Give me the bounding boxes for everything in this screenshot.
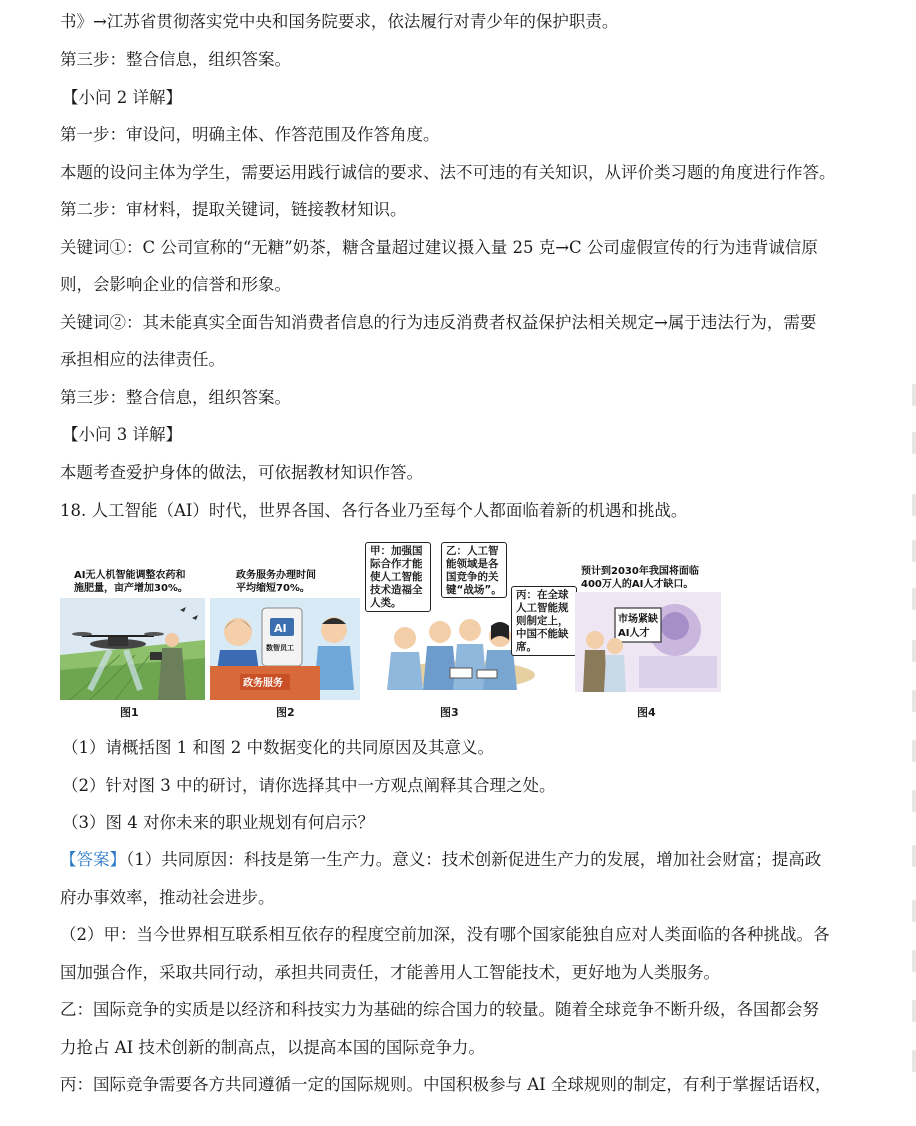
figure-1 [60, 560, 205, 720]
edge-tab [912, 690, 916, 712]
edge-tab [912, 494, 916, 516]
figure-4 [575, 560, 721, 720]
subquestion-3-heading: 【小问 3 详解】 [62, 425, 182, 444]
svg-text:400万人的AI人才缺口。: 400万人的AI人才缺口。 [581, 579, 694, 590]
text-line-4: 第一步：审设问，明确主体、作答范围及作答角度。 [60, 125, 440, 144]
answer-line-7: 丙：国际竞争需要各方共同遵循一定的国际规则。中国积极参与 AI 全球规则的制定，有利于掌握话语权， [60, 1075, 832, 1094]
talent-gap-illustration [575, 560, 721, 700]
text-line-2: 第三步：整合信息，组织答案。 [60, 50, 291, 69]
svg-text:政务服务办理时间: 政务服务办理时间 [236, 570, 316, 581]
edge-tab [912, 432, 916, 454]
answer-line-6: 力抢占 AI 技术创新的制高点，以提高本国的国际竞争力。 [60, 1038, 485, 1057]
answer-line-4: 国加强合作，采取共同行动，承担共同责任，才能善用人工智能技术，更好地为人类服务。 [60, 963, 720, 982]
government-service-illustration [210, 560, 360, 700]
figure-2 [210, 560, 360, 720]
question-2: （2）针对图 3 中的研讨，请你选择其中一方观点阐释其合理之处。 [62, 776, 556, 795]
figure-row [60, 540, 730, 720]
svg-text:政务服务: 政务服务 [243, 678, 283, 689]
edge-tab [912, 384, 916, 406]
drone-illustration [60, 560, 205, 700]
text-line-8: 则，会影响企业的信誉和形象。 [60, 275, 291, 294]
svg-text:AI: AI [274, 622, 287, 635]
answer-line-2: 府办事效率，推动社会进步。 [60, 888, 275, 907]
answer-line-3: （2）甲：当今世界相互联系相互依存的程度空前加深，没有哪个国家能独自应对人类面临的各种挑战。各 [60, 925, 830, 944]
figure-4-caption: 图4 [637, 706, 656, 719]
question-18-stem: 18. 人工智能（AI）时代，世界各国、各行各业乃至每个人都面临着新的机遇和挑战。 [60, 501, 688, 520]
edge-tab [912, 740, 916, 762]
text-line-5: 本题的设问主体为学生，需要运用践行诚信的要求、法不可违的有关知识，从评价类习题的角度进行作答。 [60, 163, 836, 182]
text-line-9: 关键词②：其未能真实全面告知消费者信息的行为违反消费者权益保护法相关规定→属于违法行为，需要 [60, 313, 817, 332]
text-line-7: 关键词①：C 公司宣称的“无糖”奶茶，糖含量超过建议摄入量 25 克→C 公司虚假宣传的行为违背诚信原 [60, 238, 818, 257]
text-line-13: 本题考查爱护身体的做法，可依据教材知识作答。 [60, 463, 423, 482]
question-3: （3）图 4 对你未来的职业规划有何启示？ [62, 813, 374, 832]
edge-tab [912, 845, 916, 867]
svg-text:AI无人机智能调整农药和: AI无人机智能调整农药和 [74, 570, 186, 581]
speech-bubble-bing: 丙：在全球 人工智能规 则制定上， 中国不能缺 席。 [511, 586, 577, 656]
subquestion-2-heading: 【小问 2 详解】 [62, 88, 182, 107]
answer-line-1 [60, 850, 821, 870]
text-line-1: 书》→江苏省贯彻落实党中央和国务院要求，依法履行对青少年的保护职责。 [60, 12, 619, 31]
edge-tab [912, 900, 916, 922]
edge-tab [912, 790, 916, 812]
question-1: （1）请概括图 1 和图 2 中数据变化的共同原因及其意义。 [62, 738, 494, 757]
answer-line-5: 乙：国际竞争的实质是以经济和科技实力为基础的综合国力的较量。随着全球竞争不断升级，各国都会努 [60, 1000, 819, 1019]
svg-text:平均缩短70%。: 平均缩短70%。 [236, 583, 310, 594]
figure-3 [365, 540, 570, 720]
answer-line-1-text: （1）共同原因：科技是第一生产力。意义：技术创新促进生产力的发展，增加社会财富；提高政 [126, 850, 822, 869]
edge-tab [912, 1000, 916, 1022]
text-line-10: 承担相应的法律责任。 [60, 350, 225, 369]
edge-tab [912, 640, 916, 662]
svg-text:市场紧缺: 市场紧缺 [618, 614, 658, 625]
text-line-6: 第二步：审材料，提取关键词，链接教材知识。 [60, 200, 407, 219]
text-line-11: 第三步：整合信息，组织答案。 [60, 388, 291, 407]
speech-bubble-yi: 乙：人工智 能领域是各 国竞争的关 键“战场”。 [441, 542, 507, 598]
figure-1-caption: 图1 [120, 706, 139, 719]
svg-text:预计到2030年我国将面临: 预计到2030年我国将面临 [581, 566, 699, 577]
speech-bubble-jia: 甲：加强国 际合作才能 使人工智能 技术造福全 人类。 [365, 542, 431, 612]
figure-2-caption: 图2 [276, 706, 295, 719]
svg-text:数智员工: 数智员工 [266, 644, 294, 652]
answer-label: 【答案】 [60, 850, 126, 869]
svg-text:施肥量，亩产增加30%。: 施肥量，亩产增加30%。 [74, 583, 188, 594]
edge-tab [912, 588, 916, 610]
svg-text:AI人才: AI人才 [618, 628, 650, 639]
edge-tab [912, 1050, 916, 1072]
edge-tab [912, 540, 916, 562]
edge-tab [912, 950, 916, 972]
figure-3-caption: 图3 [440, 706, 459, 719]
